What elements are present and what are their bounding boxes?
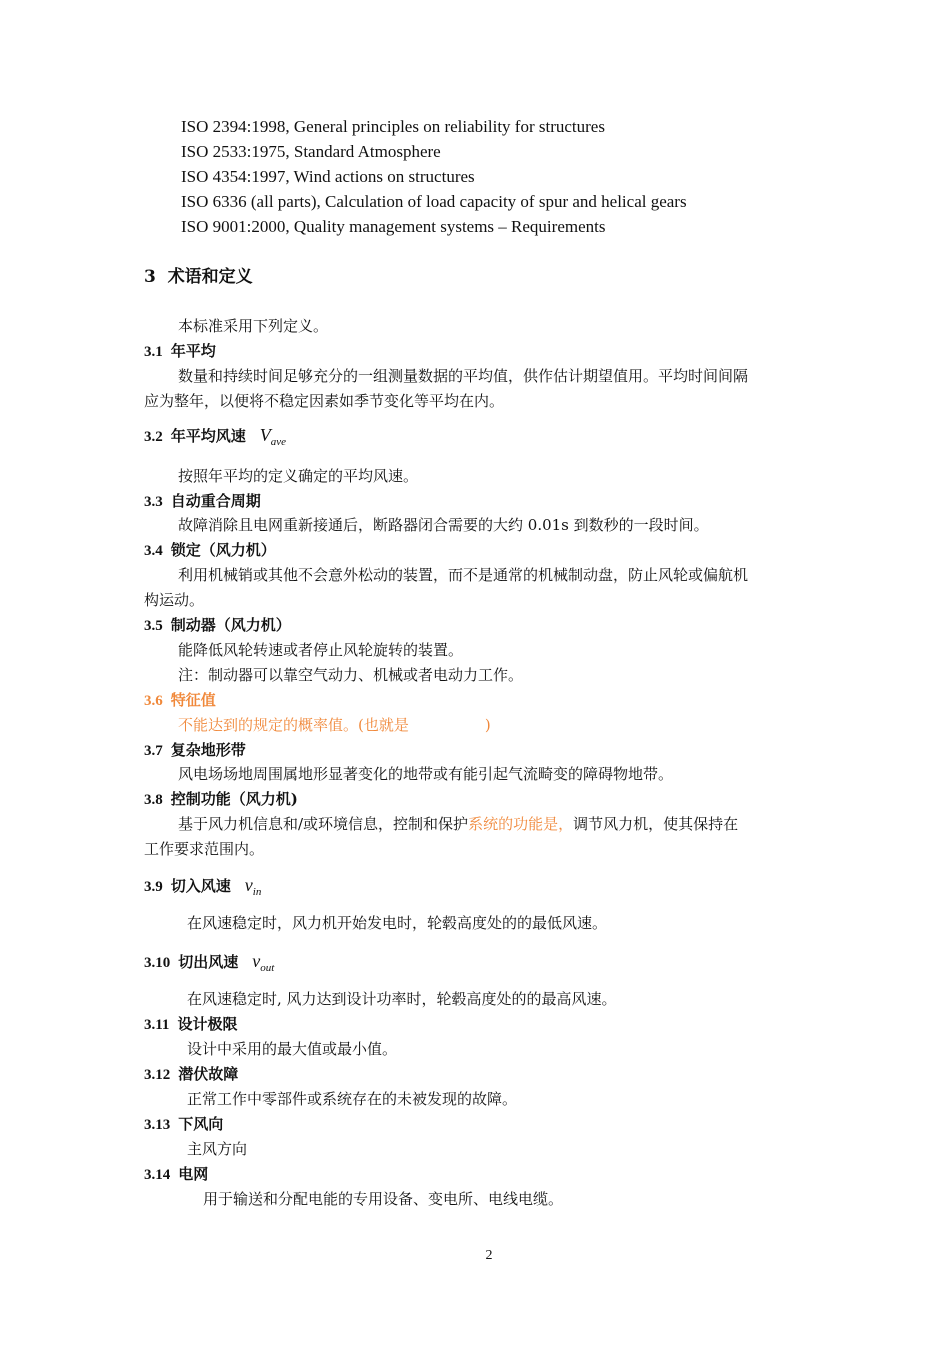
term-definition-line: 正常工作中零部件或系统存在的未被发现的故障。 xyxy=(187,1090,518,1108)
term-definition-line: 数量和持续时间足够充分的一组测量数据的平均值，供作估计期望值用。平均时间间隔 xyxy=(178,367,749,385)
term-number: 3.3 xyxy=(144,494,163,510)
symbol-subscript: in xyxy=(252,886,262,898)
term-definition-line: 风电场场地周围属地形显著变化的地带或有能引起气流畸变的障碍物地带。 xyxy=(178,765,674,783)
term-heading-3-3 xyxy=(144,490,261,513)
reference-iso-9001: ISO 9001:2000, Quality management systems – Requirements xyxy=(181,217,606,236)
term-definition-line: 应为整年，以便将不稳定因素如季节变化等平均在内。 xyxy=(144,392,505,410)
term-heading-3-4 xyxy=(144,539,276,562)
term-title: 下风向 xyxy=(178,1115,224,1133)
closing-paren: ) xyxy=(484,716,491,734)
section-heading xyxy=(144,266,253,288)
term-number: 3.4 xyxy=(144,543,163,559)
term-number: 3.2 xyxy=(144,429,163,445)
reference-iso-2533: ISO 2533:1975, Standard Atmosphere xyxy=(181,142,441,161)
term-heading-3-9 xyxy=(144,874,261,903)
symbol-letter: v xyxy=(244,875,253,895)
symbol-letter: v xyxy=(252,951,261,971)
term-title: 制动器（风力机） xyxy=(170,616,291,634)
term-number: 3.9 xyxy=(144,879,163,895)
term-definition-line: 构运动。 xyxy=(144,591,205,609)
term-symbol xyxy=(244,875,262,898)
term-definition-line: 在风速稳定时，风力机开始发电时，轮毂高度处的的最低风速。 xyxy=(187,914,608,932)
reference-iso-6336: ISO 6336 (all parts), Calculation of load capacity of spur and helical gears xyxy=(181,192,687,211)
term-title: 锁定（风力机） xyxy=(170,541,276,559)
term-heading-3-6 xyxy=(144,689,216,712)
section-title: 术语和定义 xyxy=(167,267,253,287)
term-definition-line: 主风方向 xyxy=(187,1140,248,1158)
term-definition-line: 工作要求范围内。 xyxy=(144,840,265,858)
term-definition-line: 故障消除且电网重新接通后，断路器闭合需要的大约 0.01s 到数秒的一段时间。 xyxy=(178,516,709,534)
term-symbol xyxy=(259,425,287,448)
term-title: 自动重合周期 xyxy=(170,492,261,510)
term-definition-line: 利用机械销或其他不会意外松动的装置，而不是通常的机械制动盘，防止风轮或偏航机 xyxy=(178,566,749,584)
term-title: 特征值 xyxy=(170,691,216,709)
term-heading-3-14 xyxy=(144,1163,208,1186)
term-heading-3-13 xyxy=(144,1113,223,1136)
term-number: 3.1 xyxy=(144,344,163,360)
term-title: 切出风速 xyxy=(178,953,239,971)
term-number: 3.10 xyxy=(144,955,171,971)
term-number: 3.14 xyxy=(144,1167,171,1183)
term-title: 设计极限 xyxy=(177,1015,238,1033)
term-note: 注：制动器可以靠空气动力、机械或者电动力工作。 xyxy=(178,666,524,684)
definition-text: 基于风力机信息和/或环境信息，控制和保护 xyxy=(178,815,469,833)
term-title: 切入风速 xyxy=(170,877,231,895)
term-number: 3.8 xyxy=(144,792,163,808)
symbol-subscript: ave xyxy=(270,436,287,448)
term-title: 潜伏故障 xyxy=(178,1065,239,1083)
term-number: 3.12 xyxy=(144,1067,171,1083)
term-definition-line xyxy=(178,813,738,835)
term-title: 年平均 xyxy=(170,342,216,360)
term-symbol xyxy=(252,951,275,974)
term-title: 电网 xyxy=(178,1165,209,1183)
symbol-subscript: out xyxy=(260,962,275,974)
term-definition-line: 能降低风轮转速或者停止风轮旋转的装置。 xyxy=(178,641,464,659)
reference-iso-4354: ISO 4354:1997, Wind actions on structures xyxy=(181,167,475,186)
term-title: 复杂地形带 xyxy=(170,741,246,759)
term-heading-3-10 xyxy=(144,950,274,979)
term-heading-3-8 xyxy=(144,788,298,811)
term-title: 年平均风速 xyxy=(170,427,246,445)
definition-text: 调节风力机，使其保持在 xyxy=(573,815,739,833)
term-definition-line: 用于输送和分配电能的专用设备、变电所、电线电缆。 xyxy=(203,1190,564,1208)
term-definition-line: 设计中采用的最大值或最小值。 xyxy=(187,1040,398,1058)
term-number: 3.11 xyxy=(144,1017,170,1033)
page-number: 2 xyxy=(485,1248,493,1263)
term-number: 3.13 xyxy=(144,1117,171,1133)
symbol-letter: V xyxy=(259,425,271,445)
term-heading-3-7 xyxy=(144,739,246,762)
highlighted-text: 系统的功能是， xyxy=(468,815,574,833)
term-heading-3-2 xyxy=(144,424,286,453)
term-heading-3-12 xyxy=(144,1063,238,1086)
term-heading-3-1 xyxy=(144,340,216,363)
section-intro: 本标准采用下列定义。 xyxy=(178,317,329,335)
section-number: 3 xyxy=(144,267,156,287)
term-heading-3-5 xyxy=(144,614,291,637)
term-number: 3.7 xyxy=(144,743,163,759)
definition-text: 不能达到的规定的概率值。(也就是 xyxy=(178,716,409,734)
term-title: 控制功能（风力机) xyxy=(170,790,298,808)
term-definition-line: 在风速稳定时, 风力达到设计功率时，轮毂高度处的的最高风速。 xyxy=(187,990,617,1008)
term-number: 3.6 xyxy=(144,693,163,709)
term-number: 3.5 xyxy=(144,618,163,634)
term-heading-3-11 xyxy=(144,1013,237,1036)
term-definition-line xyxy=(178,714,491,736)
term-definition-line: 按照年平均的定义确定的平均风速。 xyxy=(178,467,419,485)
reference-iso-2394: ISO 2394:1998, General principles on reliability for structures xyxy=(181,117,605,136)
